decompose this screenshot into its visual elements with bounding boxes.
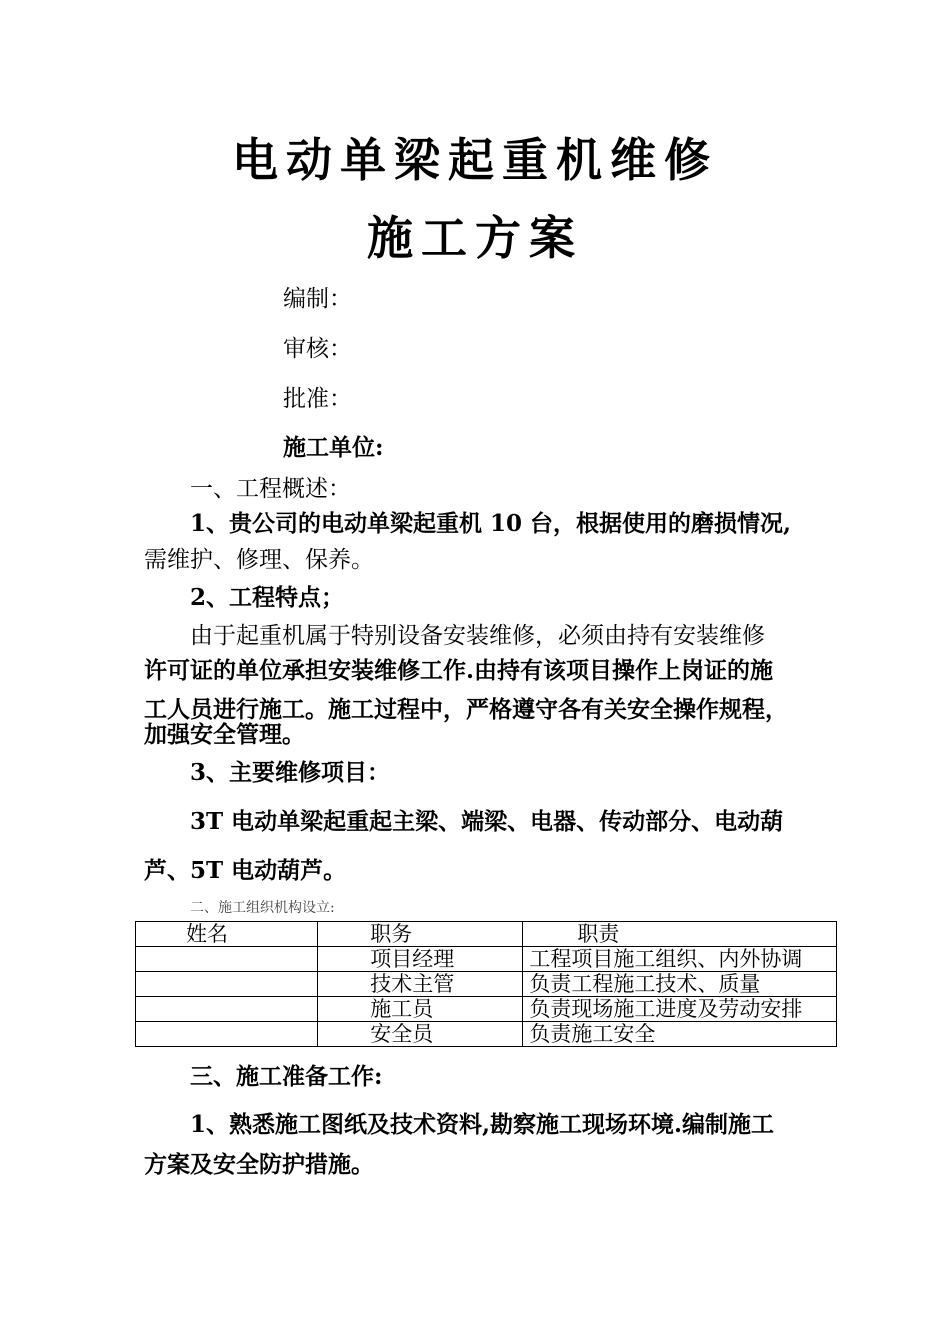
- table-cell-name: [136, 997, 318, 1022]
- section1-p3-heading: 3、主要维修项目：: [190, 759, 391, 786]
- table-cell-duty: 工程项目施工组织、内外协调: [523, 947, 837, 972]
- table-row: [136, 997, 837, 1022]
- section2-heading: 二、施工组织机构设立:: [190, 900, 335, 916]
- section1-p2-line1: 由于起重机属于特别设备安装维修，必须由持有安装维修: [190, 623, 765, 649]
- table-cell-name: [136, 972, 318, 997]
- section1-p1-line1: 1、贵公司的电动单梁起重机 10 台，根据使用的磨损情况,: [190, 510, 792, 537]
- section1-p2-heading: 2、工程特点；: [190, 584, 345, 611]
- document-title: 电动单梁起重机维修: [232, 133, 718, 187]
- table-header-duty: 职责: [523, 922, 837, 947]
- section1-p2-line3: 工人员进行施工。施工过程中，严格遵守各有关安全操作规程，: [144, 696, 788, 723]
- table-cell-position: 项目经理: [318, 947, 523, 972]
- section1-p3-line1: 3T 电动单梁起重起主梁、端梁、电器、传动部分、电动葫: [190, 808, 784, 835]
- table-cell-duty: 负责工程施工技术、质量: [523, 972, 837, 997]
- section3-heading: 三、施工准备工作:: [190, 1063, 383, 1090]
- table-cell-duty: 负责现场施工进度及劳动安排: [523, 997, 837, 1022]
- table-row: [136, 947, 837, 972]
- table-cell-position: 安全员: [318, 1022, 523, 1047]
- reviewer-label: 审核：: [283, 336, 352, 362]
- table-cell-duty: 负责施工安全: [523, 1022, 837, 1047]
- section1-p3-line2: 芦、5T 电动葫芦。: [144, 857, 347, 884]
- table-row: [136, 1022, 837, 1047]
- table-cell-position: 技术主管: [318, 972, 523, 997]
- table-header-name: 姓名: [136, 922, 318, 947]
- section3-p1-line2: 方案及安全防护措施。: [144, 1151, 374, 1178]
- section1-heading: 一、工程概述：: [190, 476, 351, 502]
- editor-label: 编制：: [283, 286, 352, 312]
- table-cell-name: [136, 947, 318, 972]
- organization-table: [135, 921, 837, 1047]
- section3-p1-line1: 1、熟悉施工图纸及技术资料,勘察施工现场环境.编制施工: [190, 1111, 775, 1138]
- table-cell-name: [136, 1022, 318, 1047]
- table-row: [136, 972, 837, 997]
- table-header-row: [136, 922, 837, 947]
- table-cell-position: 施工员: [318, 997, 523, 1022]
- unit-label: 施工单位:: [283, 434, 384, 461]
- document-subtitle: 施工方案: [367, 211, 583, 265]
- approver-label: 批准：: [283, 386, 352, 412]
- section1-p1-line2: 需维护、修理、保养。: [144, 547, 374, 573]
- table-header-position: 职务: [318, 922, 523, 947]
- section1-p2-line2: 许可证的单位承担安装维修工作.由持有该项目操作上岗证的施: [144, 657, 774, 684]
- section1-p2-line4: 加强安全管理。: [144, 721, 305, 748]
